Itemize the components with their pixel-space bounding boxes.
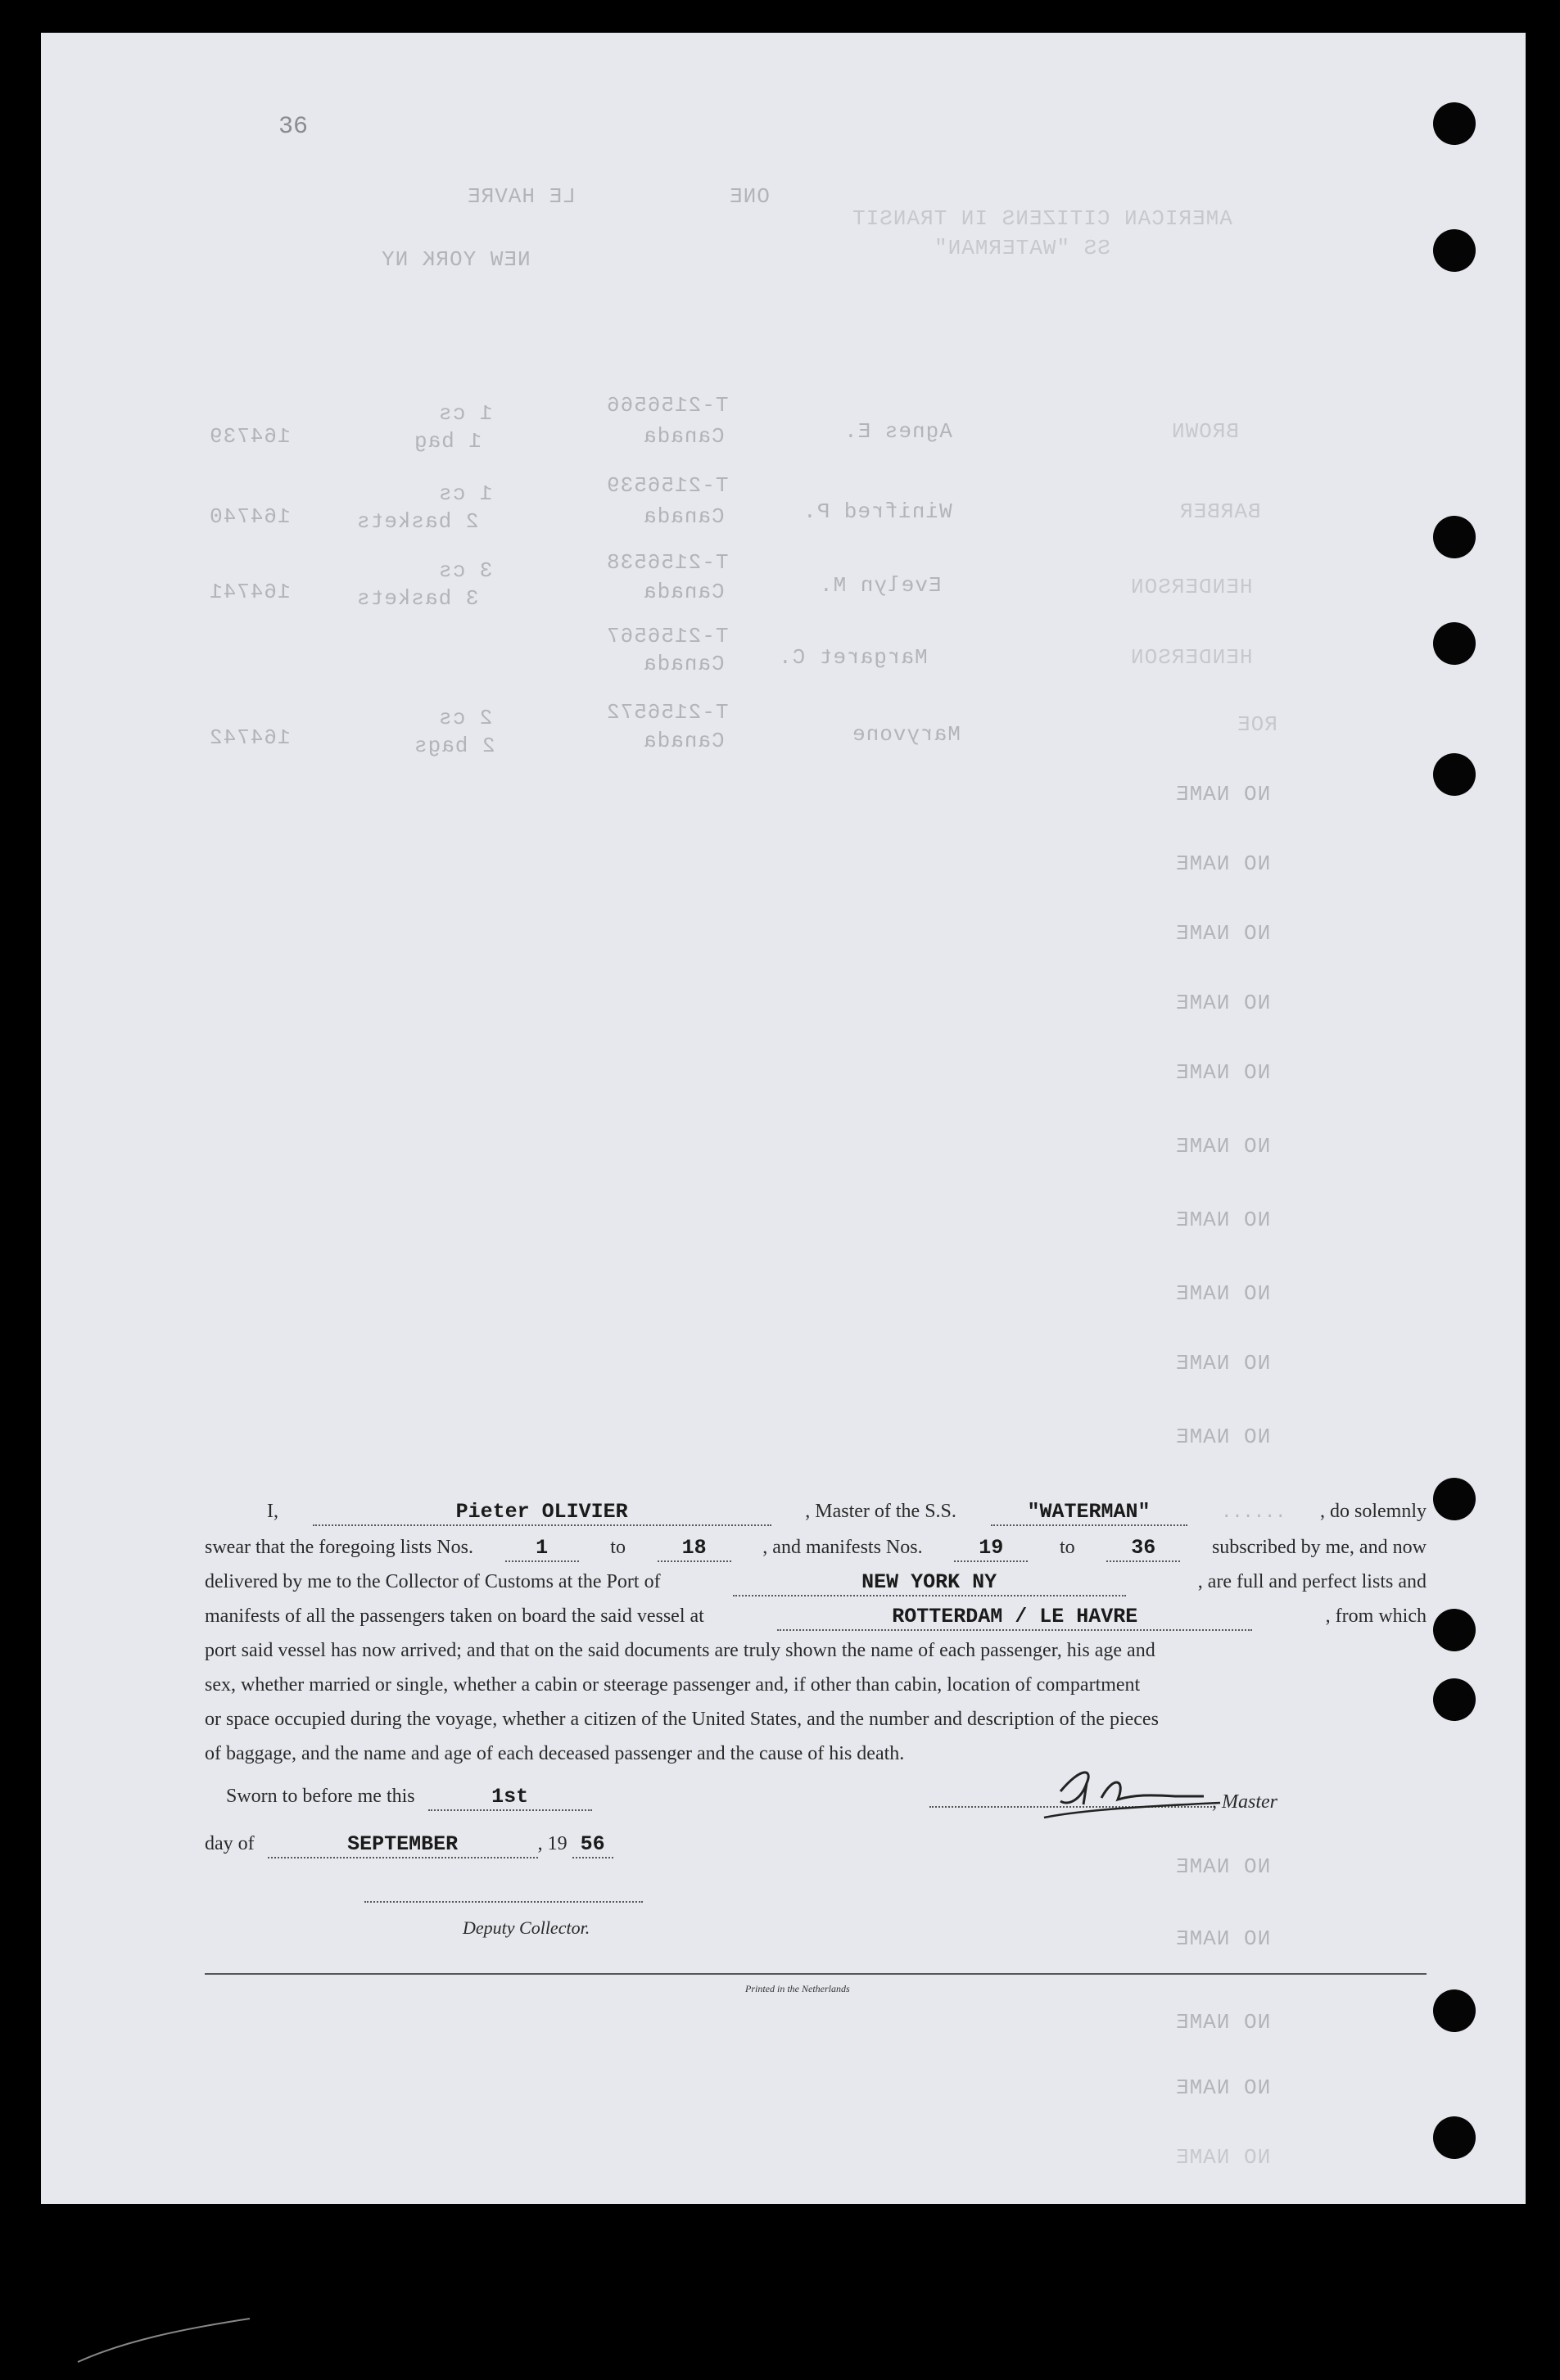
punch-hole <box>1433 1678 1476 1721</box>
bleed-no-name: NO NAME <box>1175 851 1271 876</box>
oath-i: I, <box>267 1501 278 1522</box>
bleed-no-name: NO NAME <box>1175 782 1271 806</box>
port-of-departure: ROTTERDAM / LE HAVRE <box>777 1605 1252 1631</box>
punch-hole <box>1433 102 1476 145</box>
port-of-arrival: NEW YORK NY <box>733 1570 1126 1596</box>
bleed-surname-1: BROWN <box>1171 419 1240 444</box>
oath-text: delivered by me to the Collector of Customs at the Port of <box>205 1571 661 1592</box>
bleed-no-name: NO NAME <box>1175 1854 1271 1879</box>
bleed-given-3: Evelyn M. <box>819 573 942 598</box>
bleed-pieces-a-2: 1 cs <box>438 481 493 506</box>
manifest-no-from: 19 <box>954 1536 1028 1562</box>
bleed-given-1: Agnes E. <box>843 419 952 444</box>
oath-text: to <box>1059 1537 1075 1558</box>
oath-line <box>205 1565 1427 1599</box>
bleed-no-name: NO NAME <box>1175 1208 1271 1232</box>
oath-text: swear that the foregoing lists Nos. <box>205 1537 473 1558</box>
bleed-country-3: Canada <box>643 580 725 604</box>
oath-text: to <box>610 1537 626 1558</box>
bleed-ticket-3: 164741 <box>209 580 291 604</box>
sworn-year: 56 <box>572 1832 613 1858</box>
oath-line <box>205 1668 1427 1702</box>
sworn-month: SEPTEMBER <box>268 1832 538 1858</box>
manifest-page <box>41 33 1526 2204</box>
bleed-ship-name: SS "WATERMAN" <box>934 236 1110 260</box>
bleed-no-name: NO NAME <box>1175 1926 1271 1951</box>
manifest-no-to: 36 <box>1106 1536 1180 1562</box>
master-signature <box>1036 1759 1224 1824</box>
bleed-no-name: NO NAME <box>1175 1425 1271 1449</box>
master-label: , Master <box>1212 1791 1277 1813</box>
ship-name: "WATERMAN" <box>991 1500 1187 1526</box>
oath-text: , from which <box>1325 1605 1427 1627</box>
bleed-doc-2: T-2156539 <box>606 473 729 498</box>
bleed-country-5: Canada <box>643 729 725 753</box>
bleed-no-name: NO NAME <box>1175 1351 1271 1375</box>
sworn-label: Sworn to before me this <box>226 1786 415 1807</box>
year-prefix: , 19 <box>537 1833 567 1854</box>
bleed-pieces-b-1: 1 bag <box>414 429 482 454</box>
bleed-pieces-a-1: 1 cs <box>438 401 493 426</box>
bleed-country-1: Canada <box>643 424 725 449</box>
bleed-country-2: Canada <box>643 504 725 529</box>
oath-text: , do solemnly <box>1320 1501 1427 1522</box>
oath-text: , are full and perfect lists and <box>1197 1571 1427 1592</box>
punch-hole <box>1433 753 1476 796</box>
oath-line <box>205 1530 1427 1565</box>
list-no-from: 1 <box>505 1536 579 1562</box>
day-row <box>205 1832 613 1858</box>
bleed-given-2: Winifred P. <box>803 499 952 524</box>
bleed-pieces-a-3: 3 cs <box>438 558 493 583</box>
oath-line <box>205 1494 1427 1530</box>
bleed-surname-5: ROE <box>1237 712 1277 737</box>
oath-text: of baggage, and the name and age of each deceased passenger and the cause of his death. <box>205 1743 905 1764</box>
sworn-row <box>226 1785 592 1811</box>
oath-line <box>205 1702 1427 1736</box>
bleed-list-title: AMERICAN CITIZENS IN TRANSIT <box>852 206 1232 231</box>
bleed-given-4: Margaret C. <box>778 645 928 670</box>
master-oath <box>205 1494 1427 1771</box>
bleed-port-new-york: NEW YORK NY <box>381 247 531 272</box>
bleed-no-name: NO NAME <box>1175 1134 1271 1158</box>
bleed-ticket-5: 164742 <box>209 725 291 750</box>
deputy-collector-label: Deputy Collector. <box>463 1917 590 1938</box>
punch-hole <box>1433 1609 1476 1651</box>
punch-hole <box>1433 1478 1476 1520</box>
bleed-pieces-a-5: 2 cs <box>438 706 493 730</box>
bleed-doc-1: T-2156566 <box>606 393 729 418</box>
oath-text: , Master of the S.S. <box>805 1501 956 1522</box>
oath-text: manifests of all the passengers taken on board the said vessel at <box>205 1605 704 1627</box>
punch-hole <box>1433 516 1476 558</box>
bleed-no-name: NO NAME <box>1175 921 1271 946</box>
bleed-ticket-2: 164740 <box>209 504 291 529</box>
bleed-given-5: Maryvone <box>852 722 961 747</box>
printer-imprint: Printed in the Netherlands <box>745 1983 850 1994</box>
bleed-surname-4: HENDERSON <box>1130 645 1253 670</box>
master-name: Pieter OLIVIER <box>313 1500 771 1526</box>
oath-line <box>205 1736 1427 1771</box>
bleed-port-le-havre: LE HAVRE <box>467 184 576 209</box>
bleed-inline-text: ...... <box>1221 1502 1286 1523</box>
bleed-surname-3: HENDERSON <box>1130 575 1253 599</box>
bleed-country-4: Canada <box>643 652 725 676</box>
bleed-no-name: NO NAME <box>1175 991 1271 1015</box>
bleed-no-name: NO NAME <box>1175 2075 1271 2100</box>
film-scratch <box>74 2309 254 2366</box>
bleed-no-name: NO NAME <box>1175 1060 1271 1085</box>
footer-rule <box>205 1973 1427 1975</box>
punch-hole <box>1433 1989 1476 2032</box>
day-of-label: day of <box>205 1833 255 1854</box>
page-number: 36 <box>278 113 309 141</box>
bleed-no-name: NO NAME <box>1175 1281 1271 1306</box>
bleed-no-name: NO NAME <box>1175 2145 1271 2170</box>
bleed-pieces-b-2: 2 baskets <box>356 509 479 534</box>
bleed-surname-2: BARBER <box>1179 499 1261 524</box>
bleed-ticket-1: 164739 <box>209 424 291 449</box>
oath-line <box>205 1633 1427 1668</box>
oath-text: subscribed by me, and now <box>1211 1537 1427 1558</box>
bleed-doc-4: T-2156567 <box>606 624 729 648</box>
punch-hole <box>1433 229 1476 272</box>
bleed-one: ONE <box>729 184 770 209</box>
deputy-signature-line <box>364 1901 643 1903</box>
bleed-doc-3: T-2156538 <box>606 550 729 575</box>
bleed-pieces-b-3: 3 baskets <box>356 586 479 611</box>
bleed-no-name: NO NAME <box>1175 2010 1271 2035</box>
oath-text: sex, whether married or single, whether a cabin or steerage passenger and, if other than cabin, location of compartment <box>205 1674 1141 1696</box>
bleed-doc-5: T-2156572 <box>606 700 729 725</box>
punch-hole <box>1433 622 1476 665</box>
bleed-pieces-b-5: 2 bags <box>414 734 495 758</box>
punch-hole <box>1433 2116 1476 2159</box>
list-no-to: 18 <box>658 1536 731 1562</box>
sworn-day: 1st <box>428 1785 592 1811</box>
oath-text: or space occupied during the voyage, whether a citizen of the United States, and the number and description of the pieces <box>205 1709 1159 1730</box>
oath-text: port said vessel has now arrived; and that on the said documents are truly shown the name of each passenger, his age and <box>205 1640 1155 1661</box>
oath-line <box>205 1599 1427 1633</box>
oath-text: , and manifests Nos. <box>762 1537 923 1558</box>
